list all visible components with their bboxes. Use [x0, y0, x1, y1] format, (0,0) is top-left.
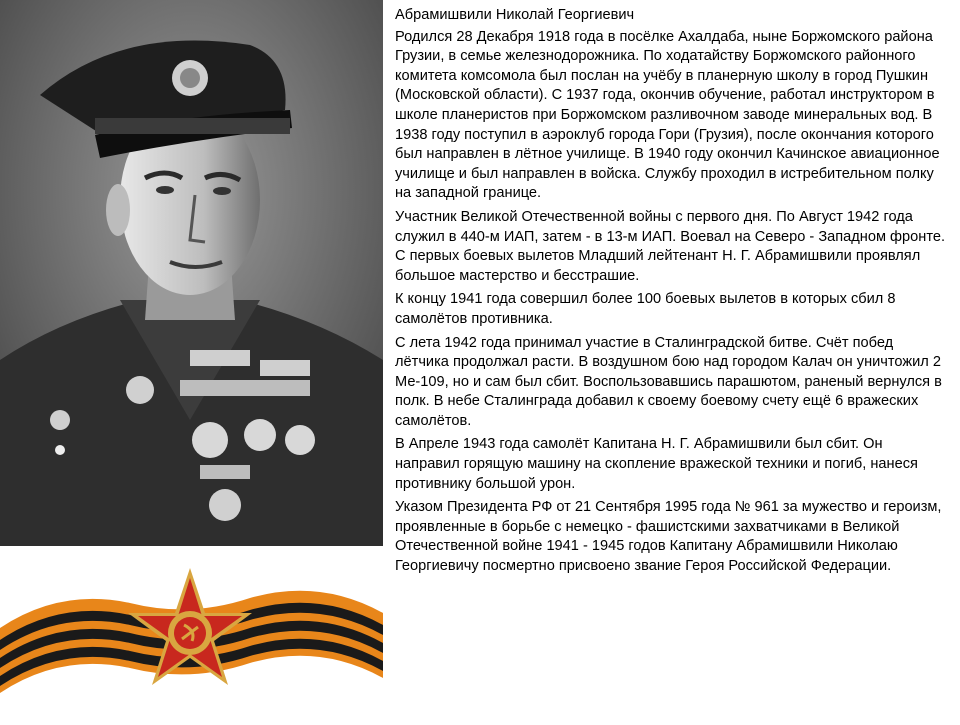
- ribbon-order-illustration: [0, 558, 383, 720]
- portrait-photo: [0, 0, 383, 546]
- bio-paragraph-war-start: Участник Великой Отечественной войны с первого дня. По Август 1942 года служил в 440-м ИАП, затем - в 13-м ИАП. Воевал на Северо - Западном фронте. С первых боевых вылетов Младший лейтенант Н. Г. Абрамишвили проявлял большое мастерство и бесстрашие.: [395, 208, 946, 284]
- portrait-illustration: [0, 0, 383, 546]
- biography-text: [395, 6, 951, 581]
- bio-paragraph-1941: К концу 1941 года совершил более 100 боевых вылетов в которых сбил 8 самолётов противника.: [395, 291, 896, 327]
- bio-paragraph-award: Указом Президента РФ от 21 Сентября 1995 года № 961 за мужество и героизм, проявленные в борьбе с немецко - фашистскими захватчиками в Великой Отечественной войне 1941 - 1945 годов Капитану Абрамишвили Николаю Георгиевичу посмертно присвоено звание Героя Российской Федерации.: [395, 499, 942, 575]
- page-title: Абрамишвили Николай Георгиевич: [395, 7, 635, 23]
- bio-paragraph-death: В Апреле 1943 года самолёт Капитана Н. Г. Абрамишвили был сбит. Он направил горящую машину на скопление вражеской техники и погиб, нанеся противнику большой урон.: [395, 436, 918, 492]
- bio-paragraph-birth: Родился 28 Декабря 1918 года в посёлке Ахалдаба, ныне Боржомского района Грузии, в семье железнодорожника. По ходатайству Боржомского районного комитета комсомола был послан на учёбу в планерную школу в город Пушкин (Московской области). С 1937 года, окончив обучение, работал инструктором в школе планеристов при Боржомском разливочном заводе минеральных вод. В 1938 году поступил в аэроклуб города Гори (Грузия), после окончания которого был направлен в лётное училище. В 1940 году окончил Качинское авиационное училище и был направлен в войска. Службу проходил в истребительном полку на западной границе.: [395, 28, 940, 202]
- bio-paragraph-stalingrad: С лета 1942 года принимал участие в Сталинградской битве. Счёт побед лётчика продолжал расти. В воздушном бою над городом Калач он уничтожил 2 Ме-109, но и сам был сбит. Воспользовавшись парашютом, раненый вернулся в полк. В небе Сталинграда добавил к своему боевому счету ещё 6 вражеских самолётов.: [395, 334, 942, 429]
- st-george-ribbon: [0, 558, 383, 720]
